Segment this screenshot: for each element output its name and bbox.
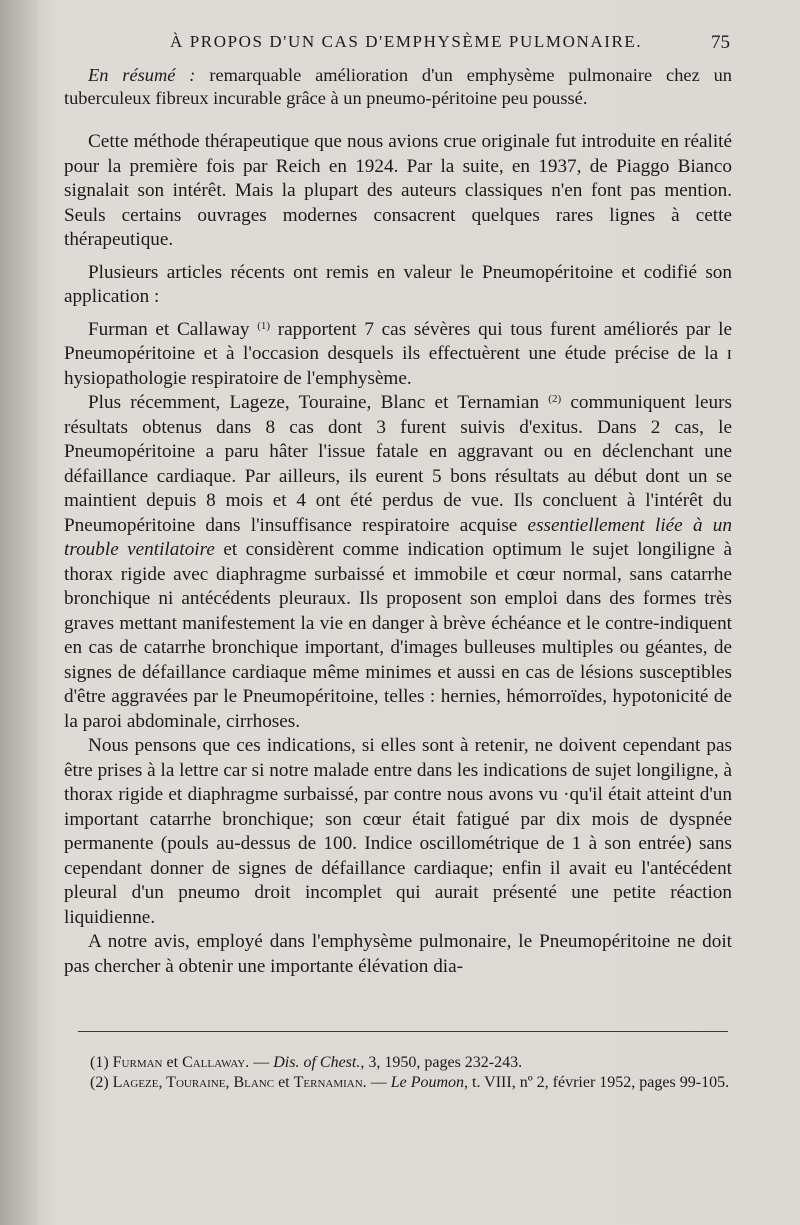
footnote-1: [80, 1053, 732, 1073]
footnote-2-and: et: [274, 1074, 294, 1091]
p4-text-middle: communiquent leurs résultats obtenus dans 8 cas dont 3 furent suivis d'exitus. Dans 2 cas, le Pneumopéritoine a paru hâter l'issue fatale en aggravant ou en déclenchant une défaillance cardiaque. Par ailleurs, ils eurent 5 bons résultats au début dont un se maintient depuis 8 mois et 4 ont été perdus de vue. Ils concluent à l'intérêt du Pneumopéritoine dans l'insuffisance respiratoire acquise: [64, 392, 732, 536]
summary-paragraph: [64, 64, 732, 110]
footnote-2-authors: Lageze, Touraine, Blanc: [112, 1074, 275, 1091]
paragraph-furman-callaway: [64, 318, 732, 392]
footnote-1-and: et: [162, 1054, 183, 1071]
page-header: [70, 32, 730, 56]
footnote-1-author2: Callaway.: [182, 1054, 250, 1071]
footnote-2-number: (2): [90, 1074, 109, 1091]
summary-text: remarquable amélioration d'un emphysème pulmonaire chez un tuberculeux fibreux incurable grâce à un pneumo-péritoine peu poussé.: [64, 65, 732, 108]
page-number: 75: [711, 32, 730, 53]
p4-text-start: Plus récemment, Lageze, Touraine, Blanc et Ternamian: [88, 392, 549, 413]
paragraph-method-history: Cette méthode thérapeutique que nous avions crue originale fut introduite en réalité pour la première fois par Reich en 1924. Par la suite, en 1937, de Piaggo Bianco signalait son intérêt. Mais la plupart des auteurs classiques n'en font pas mention. Seuls certains ouvrages modernes consacrent quelques rares lignes à cette thérapeutique.: [64, 131, 732, 250]
footnote-2-author2: Ternamian.: [293, 1074, 367, 1091]
p4-emphasis: essentiellement liée à un trouble ventilatoire: [64, 514, 732, 560]
footnote-1-details: , 3, 1950, pages 232-243.: [360, 1054, 523, 1071]
footnote-2: [80, 1073, 732, 1093]
footnotes: [80, 1053, 732, 1093]
footnote-1-dash: —: [249, 1054, 274, 1071]
paragraph-recent-articles: Plusieurs articles récents ont remis en valeur le Pneumopéritoine et codifié son application :: [64, 261, 732, 307]
footnote-1-number: (1): [90, 1054, 109, 1071]
footnote-1-journal: Dis. of Chest.: [273, 1054, 361, 1071]
footnote-2-details: , t. VIII, nº 2, février 1952, pages 99-105.: [464, 1074, 730, 1091]
footnote-2-journal: Le Poumon: [390, 1074, 465, 1091]
summary-label: En résumé :: [88, 65, 196, 85]
paragraph-lageze-study: [64, 391, 732, 734]
running-head: À PROPOS D'UN CAS D'EMPHYSÈME PULMONAIRE.: [170, 32, 643, 51]
p4-text-end: et considèrent comme indication optimum le sujet longiligne à thorax rigide avec diaphragme surbaissé et immobile et cœur normal, sans catarrhe bronchique ni antécédents pleuraux. Ils proposent son emploi dans des formes très graves mettant manifestement la vie en danger à brève échéance et le contre-indiquent en cas de catarrhe bronchique important, d'images bulleuses multiples ou géantes, de signes de défaillance cardiaque même minimes et aussi en cas de lésions susceptibles d'être aggravées par le Pneumopéritoine, telles : hernies, hémorroïdes, hypotonicité de la paroi abdominale, cirrhoses.: [64, 539, 732, 732]
paragraph-conclusion-start: A notre avis, employé dans l'emphysème pulmonaire, le Pneumopéritoine ne doit pas chercher à obtenir une importante élévation dia-: [64, 931, 732, 977]
footnote-ref-2: (2): [548, 393, 562, 405]
body-text: [64, 64, 732, 979]
p3-text-start: Furman et Callaway: [88, 318, 258, 340]
p3-text-end: rapportent 7 cas sévères qui tous furent améliorés par le Pneumopéritoine et à l'occasion desquels ils effectuèrent une étude précise de la ɪ hysiopathologie respiratoire de l'emphysème.: [64, 318, 732, 389]
footnote-1-author: Furman: [112, 1054, 163, 1071]
paragraph-our-opinion: Nous pensons que ces indications, si elles sont à retenir, ne doivent cependant pas être prises à la lettre car si notre malade entre dans les indications de sujet longiligne, à thorax rigide et diaphragme surbaissé, par contre nous avons vu ·qu'il était atteint d'un important catarrhe bronchique; son cœur était fatigué par dix mois de dyspnée permanente (pouls au-dessus de 100. Indice oscillométrique de 1 à son entrée) sans cependant donner de signes de défaillance cardiaque; enfin il avait eu l'antécédent pleural d'un pneumo droit incomplet qui aurait présenté une petite réaction liquidienne.: [64, 735, 732, 928]
book-spine-shadow: [0, 0, 38, 1225]
footnote-2-dash: —: [366, 1074, 391, 1091]
footnote-ref-1: (1): [257, 319, 271, 332]
footnote-divider: [78, 1031, 728, 1032]
